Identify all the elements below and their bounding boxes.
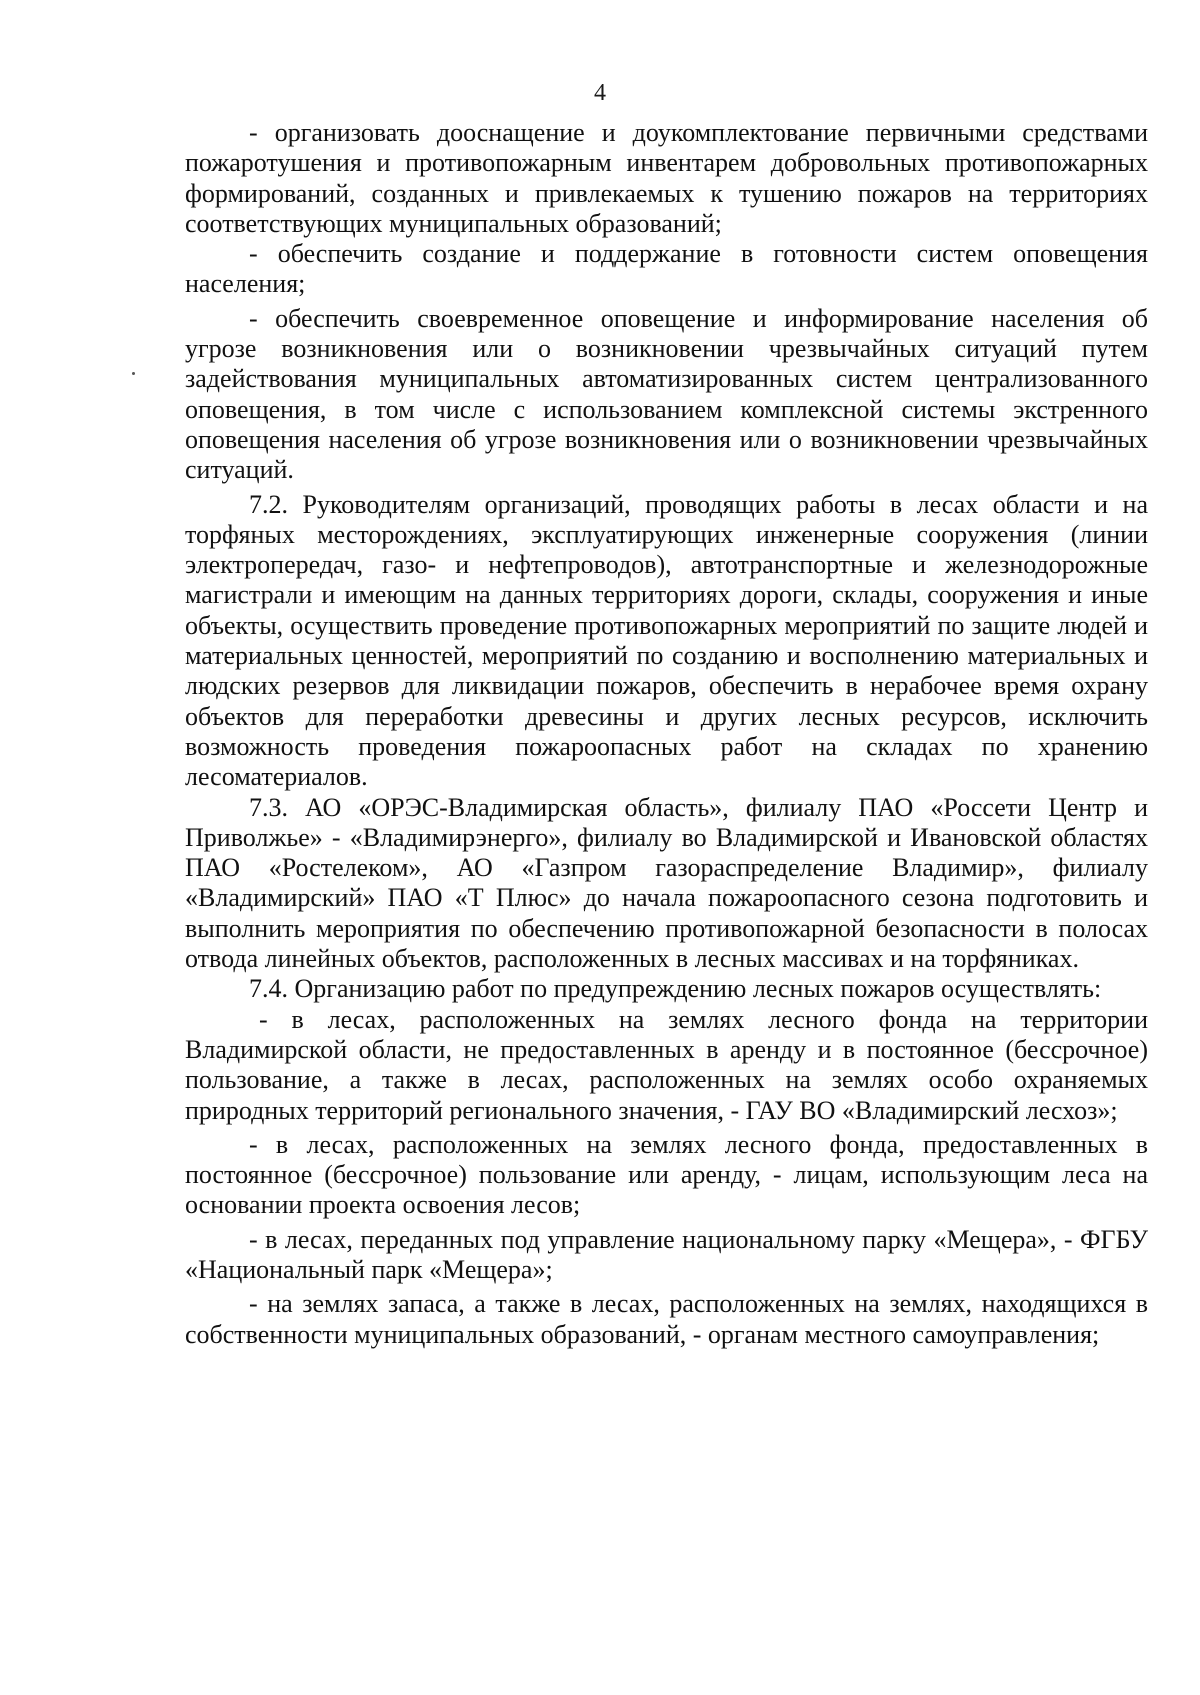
paragraph-7-4: 7.4. Организацию работ по предупреждению лесных пожаров осуществлять: [249,974,1102,1004]
document-body [185,118,1148,1350]
paragraph-equip-volunteer-units: - организовать дооснащение и доукомплектование первичными средствами пожаротушения и противопожарным инвентарем добровольных противопожарных формирований, созданных и привлекаемых к тушению пожаров на территориях соответствующих муниципальных образований; [185,118,1148,238]
list-item-leased-forests: - в лесах, расположенных на землях лесного фонда, предоставленных в постоянное (бессрочное) пользование или аренду, - лицам, использующим леса на основании проекта освоения лесов; [185,1129,1148,1220]
paragraph-7-2: 7.2. Руководителям организаций, проводящих работы в лесах области и на торфяных месторождениях, эксплуатирующих инженерные сооружения (линии электропередач, газо- и нефтепроводов), автотранспортные и железнодорожные магистрали и имеющим на данных территориях дороги, склады, сооружения и иные объекты, осуществить проведение противопожарных мероприятий по защите людей и материальных ценностей, мероприятий по созданию и восполнению материальных и людских резервов для ликвидации пожаров, обеспечить в нерабочее время охрану объектов для переработки древесины и других лесных ресурсов, исключить возможность проведения пожароопасных работ на складах по хранению лесоматериалов. [185,489,1148,792]
list-item-national-park: - в лесах, переданных под управление национальному парку «Мещера», - ФГБУ «Национальный парк «Мещера»; [185,1224,1148,1284]
list-item-municipal-lands: - на землях запаса, а также в лесах, расположенных на землях, находящихся в собственности муниципальных образований, - органам местного самоуправления; [185,1289,1148,1349]
scan-speck [132,372,135,375]
paragraph-7-3: 7.3. АО «ОРЭС-Владимирская область», филиалу ПАО «Россети Центр и Приволжье» - «Владимирэнерго», филиалу во Владимирской и Ивановской областях ПАО «Ростелеком», АО «Газпром газораспределение Владимир», филиалу «Владимирский» ПАО «Т Плюс» до начала пожароопасного сезона подготовить и выполнить мероприятия по обеспечению противопожарной безопасности в полосах отвода линейных объектов, расположенных в лесных массивах и на торфяниках. [185,792,1148,974]
paragraph-public-notification: - обеспечить своевременное оповещение и информирование населения об угрозе возникновения или о возникновении чрезвычайных ситуаций путем задействования муниципальных автоматизированных систем централизованного оповещения, в том числе с использованием комплексной системы экстренного оповещения населения об угрозе возникновения или о возникновении чрезвычайных ситуаций. [185,303,1148,485]
page-number: 4 [594,80,606,106]
paragraph-warning-systems: - обеспечить создание и поддержание в готовности систем оповещения населения; [185,239,1148,299]
list-item-forest-fund: - в лесах, расположенных на землях лесного фонда на территории Владимирской области, не предоставленных в аренду и в постоянное (бессрочное) пользование, а также в лесах, расположенных на землях особо охраняемых природных территорий регионального значения, - ГАУ ВО «Владимирский лесхоз»; [185,1004,1148,1125]
